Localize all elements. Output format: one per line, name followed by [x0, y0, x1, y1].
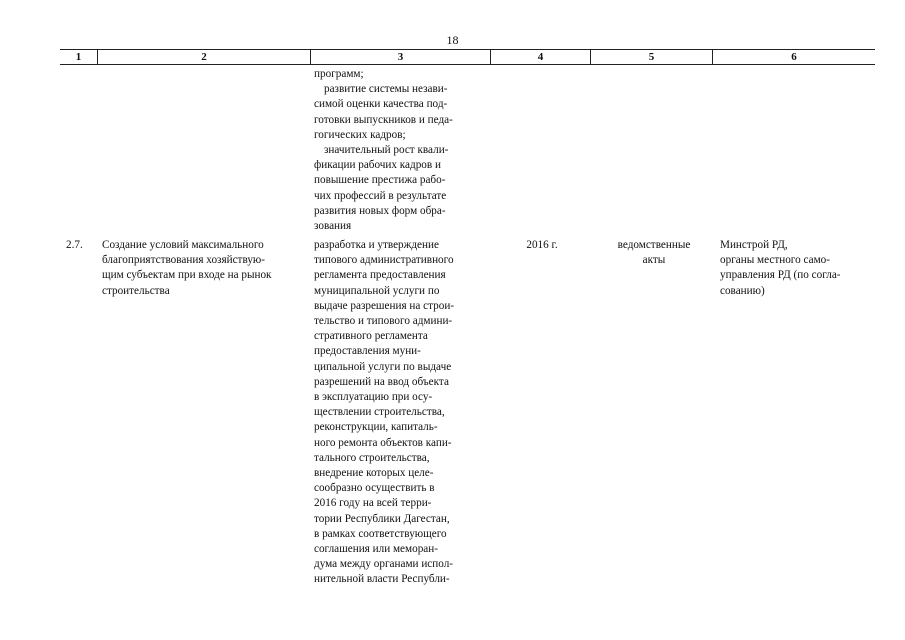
row-term: 2016 г. — [526, 239, 558, 251]
continuation-paragraph-2: развитие системы незави- симой оценки качества под- готовки выпускников и педа- гогических кадров; — [314, 83, 453, 141]
header-col-4: 4 — [491, 50, 591, 64]
row-measure-name: Создание условий максимального благоприятствования хозяйствую- щим субъектам при входе на рынок строительства — [102, 239, 272, 297]
row-number: 2.7. — [66, 239, 83, 251]
page-number: 18 — [446, 33, 459, 47]
header-col-1: 1 — [60, 50, 98, 64]
continuation-cell-col3 — [314, 67, 484, 234]
row-responsible: Минстрой РД, органы местного само- управления РД (по согла- сованию) — [720, 239, 841, 297]
header-col-2: 2 — [98, 50, 311, 64]
header-col-3: 3 — [311, 50, 491, 64]
header-col-5: 5 — [591, 50, 713, 64]
header-col-6: 6 — [791, 51, 797, 63]
row-measure-description: разработка и утверждение типового административного регламента предоставления муниципальной услуги по выдаче разрешения на строи- тельство и типового админи- стративного регламента предоставления муни- ципальной услуги по выдаче разрешений на ввод объекта в эксплуатацию при осу- ществлении строительства, реконструкции, капиталь- ного ремонта объектов капи- тального строительства, внедрение которых целе- сообразно осуществить в 2016 году на всей терри- тории Республики Дагестан, в рамках соответствующего соглашения или меморан- дума между органами испол- нительной власти Республи- — [314, 239, 455, 586]
continuation-paragraph-1: программ; — [314, 68, 364, 80]
table-header-row — [60, 49, 875, 65]
row-document-type: ведомственные акты — [617, 239, 691, 267]
continuation-paragraph-3: значительный рост квали- фикации рабочих кадров и повышение престижа рабо- чих профессий в результате развития новых форм обра- зования — [314, 144, 449, 233]
